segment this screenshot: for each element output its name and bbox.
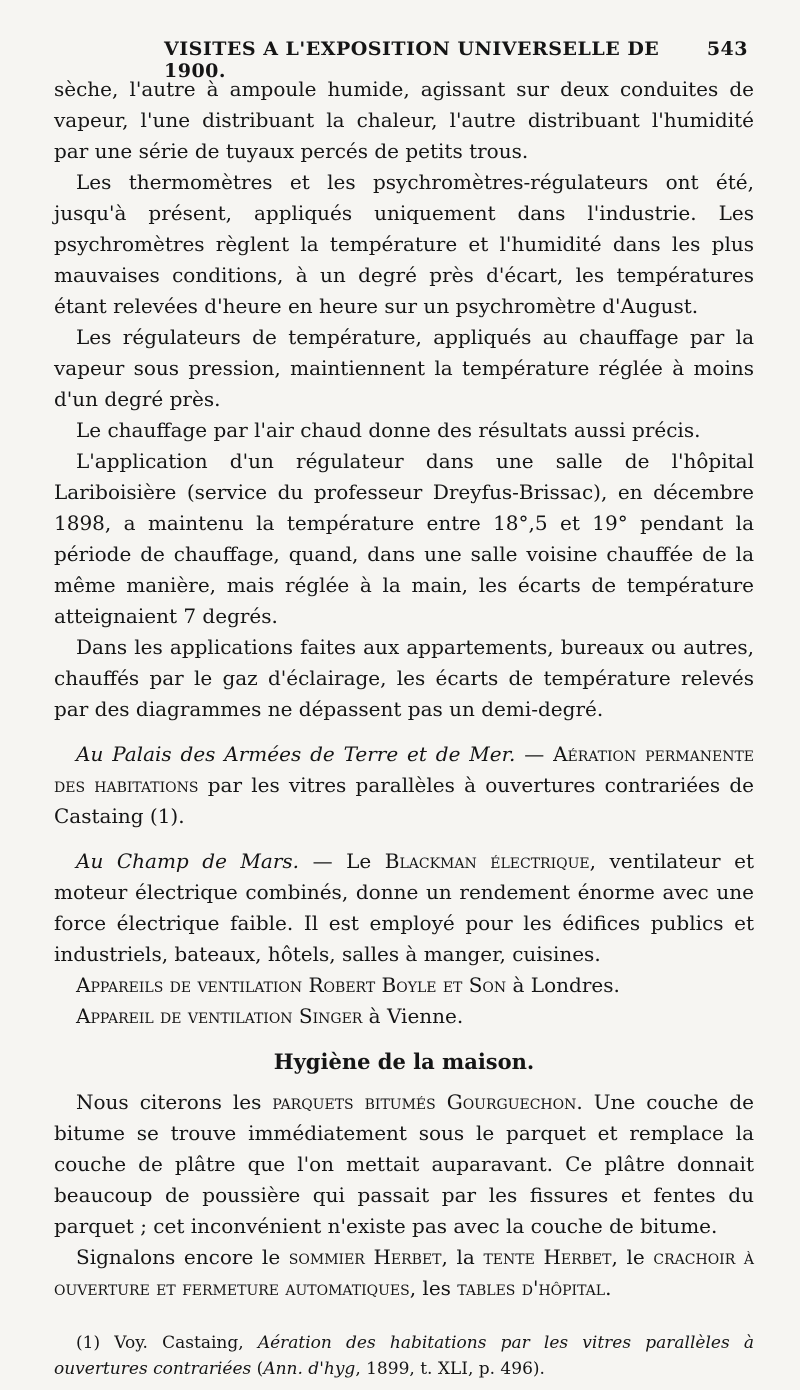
exhibit-place: Au Champ de Mars. bbox=[76, 849, 300, 873]
dash: — Le bbox=[299, 849, 385, 873]
exhibit-subject: Appareils de ventilation Robert Boyle et Son bbox=[76, 973, 507, 997]
text: . Une couche de bitume se trouve immédiatement sous le parquet et remplace la couche de plâtre que l'on mettait auparavant. Ce plâtre donnait beaucoup de poussière qui passait par les fissures et fentes du parquet ; cet inconvénient n'existe pas avec la couche de bitume. bbox=[54, 1090, 754, 1238]
text: Signalons encore le bbox=[76, 1245, 289, 1269]
paragraph: Les thermomètres et les psychromètres-régulateurs ont été, jusqu'à présent, appliqués uniquement dans l'industrie. Les psychromètres règlent la température et l'humidité dans les plus mauvaises conditions, à un degré près d'écart, les températures étant relevées d'heure en heure sur un psychromètre d'August. bbox=[54, 170, 754, 318]
body-text bbox=[54, 74, 754, 1304]
text: . bbox=[605, 1276, 612, 1300]
text: , les bbox=[409, 1276, 458, 1300]
product-name: tables d'hôpital bbox=[457, 1276, 606, 1300]
footnote-ref: , 1899, t. XLI, p. 496). bbox=[355, 1359, 545, 1379]
hygiene-paragraph bbox=[54, 1087, 754, 1242]
section-heading: Hygiène de la maison. bbox=[273, 1049, 535, 1074]
spacer bbox=[54, 832, 754, 846]
paragraph: Dans les applications faites aux appartements, bureaux ou autres, chauffés par le gaz d'éclairage, les écarts de température relevés par des diagrammes ne dépassent pas un demi-degré. bbox=[54, 635, 754, 721]
spacer bbox=[54, 725, 754, 739]
running-head bbox=[54, 38, 754, 82]
text: , la bbox=[441, 1245, 484, 1269]
exhibit-text: à Vienne. bbox=[362, 1004, 464, 1028]
footnote-lead: (1) Voy. Castaing, bbox=[76, 1333, 258, 1353]
text: Nous citerons les bbox=[76, 1090, 273, 1114]
exhibit-text: à Londres. bbox=[506, 973, 620, 997]
exhibit-entry-singer bbox=[54, 1001, 754, 1032]
product-name: crachoir à ouverture et fermeture automatiques bbox=[54, 1245, 754, 1300]
exhibit-text: , ventilateur et moteur électrique combinés, donne un rendement énorme avec une force électrique faible. Il est employé pour les édifices publics et industriels, bateaux, hôtels, salles à manger, cuisines. bbox=[54, 849, 754, 966]
exhibit-entry-champ bbox=[54, 846, 754, 970]
product-name: sommier Herbet bbox=[288, 1245, 442, 1269]
footnote-title: Aération des habitations par les vitres parallèles à ouvertures contrariées bbox=[54, 1333, 755, 1379]
exhibit-entry-boyle bbox=[54, 970, 754, 1001]
exhibit-subject: Blackman électrique bbox=[384, 849, 590, 873]
hygiene-paragraph bbox=[54, 1242, 754, 1304]
product-name: parquets bitumés Gourguechon bbox=[272, 1090, 577, 1114]
exhibit-text: par les vitres parallèles à ouvertures contrariées de Castaing (1). bbox=[54, 773, 754, 828]
exhibit-place: Au Palais des Armées de Terre et de Mer. bbox=[76, 742, 516, 766]
product-name: tente Herbet bbox=[483, 1245, 612, 1269]
text: , le bbox=[611, 1245, 654, 1269]
text: ( bbox=[251, 1359, 264, 1379]
paragraph: Les régulateurs de température, appliqués au chauffage par la vapeur sous pression, maintiennent la température réglée à moins d'un degré près. bbox=[54, 325, 754, 411]
paragraph: Le chauffage par l'air chaud donne des résultats aussi précis. bbox=[76, 418, 701, 442]
page-number: 543 bbox=[706, 38, 748, 60]
exhibit-entry-palais bbox=[54, 739, 754, 832]
dash: — bbox=[515, 742, 554, 766]
exhibit-subject: Appareil de ventilation Singer bbox=[76, 1004, 363, 1028]
exhibit-subject: Aération permanente des habitations bbox=[54, 742, 755, 797]
footnote-journal: Ann. d'hyg bbox=[263, 1359, 356, 1379]
running-title: VISITES A L'EXPOSITION UNIVERSELLE DE 1900. bbox=[164, 38, 660, 82]
paragraph: L'application d'un régulateur dans une salle de l'hôpital Lariboisière (service du professeur Dreyfus-Brissac), en décembre 1898, a maintenu la température entre 18°,5 et 19° pendant la période de chauffage, quand, dans une salle voisine chauffée de la même manière, mais réglée à la main, les écarts de température atteignaient 7 degrés. bbox=[54, 449, 754, 628]
paragraph: sèche, l'autre à ampoule humide, agissant sur deux conduites de vapeur, l'une distribuant la chaleur, l'autre distribuant l'humidité par une série de tuyaux percés de petits trous. bbox=[54, 77, 754, 163]
footnote bbox=[54, 1330, 754, 1382]
